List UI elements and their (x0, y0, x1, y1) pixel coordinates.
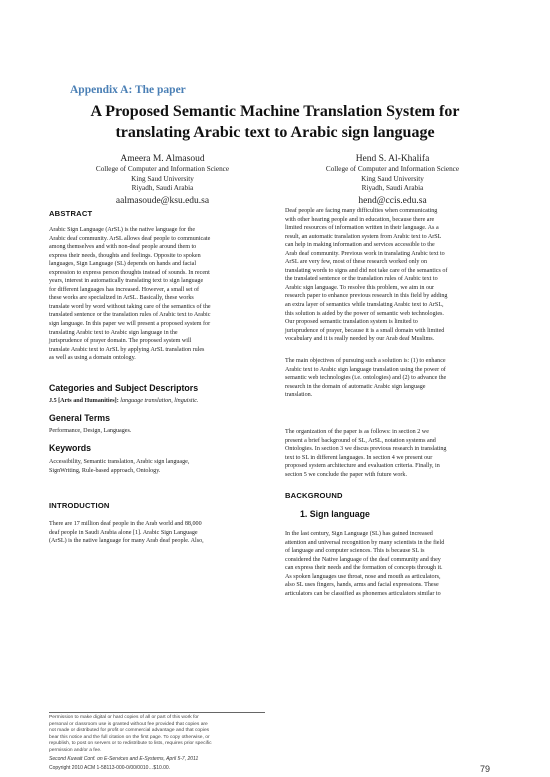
abstract-line: Arabic deaf community. ArSL allows deaf people to communicate (49, 235, 211, 242)
intro-line: There are 17 million deaf people in the Arab world and 88,000 (49, 521, 202, 527)
body-line: translating words to signs and did not take care of the semantics of (285, 267, 448, 274)
author-affiliation: College of Computer and Information Science (325, 165, 460, 173)
paper-title-line-2: translating Arabic text to Arabic sign language (115, 124, 435, 141)
appendix-heading: Appendix A: The paper (70, 84, 186, 96)
abstract-line: these works are specialized in ArSL. Basically, these works (49, 295, 194, 302)
introduction-heading: INTRODUCTION (49, 501, 110, 510)
body-line: attention and universal recognition by many scientists in the field (285, 539, 445, 546)
author-email: hend@ccis.edu.sa (358, 195, 427, 206)
author-city: Riyadh, Saudi Arabia (131, 184, 194, 192)
body-line: Arabic sign language. To resolve this problem, we aim in our (285, 284, 435, 291)
abstract-line: years, interest in automatically translating text to sign language (49, 278, 204, 285)
body-line: the translated sentence or the translation rules of Arabic text to (285, 276, 438, 283)
background-heading: BACKGROUND (285, 491, 343, 500)
permission-line: republish, to post on servers or to redistribute to lists, requires prior specific (49, 741, 212, 747)
general-terms-heading: General Terms (49, 413, 110, 423)
categories-heading: Categories and Subject Descriptors (49, 383, 199, 393)
body-line: research paper to enhance previous research in this field by adding (285, 293, 448, 300)
body-line: Arabic text to Arabic sign language translation using the power of (285, 366, 446, 373)
abstract-line: translate word by word without taking care of the semantics of the (49, 303, 211, 310)
keywords-heading: Keywords (49, 443, 92, 453)
body-line: also SL uses fingers, hands, arms and facial expressions. These (285, 582, 439, 589)
body-line: proposed system architecture and evaluation criteria. Finally, in (285, 463, 440, 470)
abstract-line: translating Arabic text to Arabic sign language in the (49, 329, 178, 336)
body-line: this solution is aided by the power of semantic web technologies. (285, 310, 444, 317)
introduction-body (49, 520, 267, 546)
author-university: King Saud University (131, 174, 194, 183)
permission-line: permission and/or a fee. (49, 747, 102, 753)
intro-continued-p3 (285, 428, 501, 479)
page-number: 79 (480, 764, 491, 774)
permission-line: bear this notice and the full citation on the first page. To copy otherwise, or (49, 734, 210, 740)
body-line: text to SL in different languages. In section 4 we present our (285, 454, 433, 461)
body-line: In the last century, Sign Language (SL) has gained increased (285, 531, 433, 537)
abstract-body (49, 226, 267, 363)
body-line: The organization of the paper is as follows: in section 2 we (285, 429, 429, 435)
categories-label: J.5 [Arts and Humanities]: (49, 398, 119, 404)
author-name: Ameera M. Almasoud (120, 154, 205, 164)
permission-line: Permission to make digital or hard copies of all or part of this work for (49, 715, 199, 720)
author-university: King Saud University (361, 174, 424, 183)
body-line: considered the Native language of the deaf community and they (285, 556, 441, 563)
paper-title-line-1: A Proposed Semantic Machine Translation System for (90, 103, 460, 120)
author-block-1 (55, 153, 270, 207)
abstract-line: as well as using a domain ontology. (49, 355, 136, 362)
abstract-line: translated sentence or the translation rules of Arabic text to Arabic (49, 312, 211, 319)
body-line: research in the domain of automatic Arabic sign language (285, 383, 426, 390)
permission-line: not made or distributed for profit or commercial advantage and that copies (49, 728, 210, 734)
body-line: an extra layer of semantics while translating Arabic text to ArSL, (285, 302, 444, 309)
keywords-body (49, 458, 267, 475)
author-city: Riyadh, Saudi Arabia (361, 184, 424, 192)
intro-continued-p2 (285, 357, 501, 400)
body-line: limited resources of information written in their language. As a (285, 225, 439, 232)
body-line: Arab deaf community. Previous work in translating Arabic text to (285, 250, 445, 257)
intro-continued-p1 (285, 207, 501, 344)
intro-line: deaf people in Saudi Arabia alone [1]. Arabic Sign Language (49, 529, 198, 536)
body-line: Our proposed semantic translation system is limited to (285, 319, 418, 326)
body-line: with other hearing people and in education, because there are (285, 216, 435, 223)
body-line: As spoken languages use throat, nose and mouth as articulators, (285, 573, 441, 580)
author-affiliation: College of Computer and Information Science (95, 165, 230, 173)
abstract-heading: ABSTRACT (49, 209, 93, 218)
body-line: result, an automatic translation system from Arabic text to ArSL (285, 233, 442, 240)
body-line: semantic web technologies (i.e. ontologies) and (2) to advance the (285, 375, 447, 382)
abstract-line: jurisprudence of prayer domain. The proposed system will (49, 338, 192, 345)
footnote-divider (49, 712, 265, 713)
copyright-note: Copyright 2010 ACM 1-58113-000-0/00/0010…$10.00. (49, 765, 171, 771)
conference-note: Second Kuwait Conf. on E-Services and E-Systems, April 5-7, 2011 (49, 756, 199, 762)
body-line: Ontologies. In section 3 we discus previous research in translating (285, 446, 447, 453)
body-line: Deaf people are facing many difficulties when communicating (285, 208, 438, 214)
abstract-line: Arabic Sign Language (ArSL) is the native language for the (49, 227, 196, 233)
body-line: vocabulary and it is really needed by our Arab deaf Muslims. (285, 336, 435, 343)
intro-line: (ArSL) is the native language for many Arab deaf people. Also, (49, 538, 204, 545)
body-line: of language and computer sciences. This is because SL is (285, 548, 425, 555)
body-line: can help in making information and services accessible to the (285, 242, 435, 249)
body-line: can express their needs and the formation of concepts through it. (285, 565, 443, 572)
abstract-line: sign language. In this paper we will present a proposed system for (49, 321, 211, 328)
sign-language-heading: 1. Sign language (300, 509, 370, 519)
abstract-line: express their needs, thoughts and feelings. Opposite to spoken (49, 252, 201, 259)
abstract-line: translate Arabic text to ArSL by applying ArSL translation rules (49, 346, 205, 353)
permission-notice (49, 715, 265, 755)
abstract-line: expression to express person thoughts instead of sounds. In recent (49, 269, 210, 276)
categories-text: language translation, linguistic. (120, 398, 199, 404)
body-line: ArSL are very few, most of these research worked only on (285, 259, 428, 266)
author-email: aalmasoude@ksu.edu.sa (115, 195, 210, 206)
categories-body (49, 397, 267, 406)
abstract-line: languages, Sign Language (SL) depends on hands and facial (49, 261, 197, 268)
author-name: Hend S. Al-Khalifa (355, 154, 430, 164)
background-body (285, 530, 501, 598)
body-line: translation. (285, 392, 313, 399)
author-block-2 (285, 153, 500, 207)
abstract-line: for different languages has increased. However, a small set of (49, 286, 200, 293)
abstract-line: among themselves and with non-deaf people around them to (49, 244, 197, 251)
permission-line: personal or classroom use is granted without fee provided that copies are (49, 721, 208, 727)
body-line: articulators can be classified as phonemes articulators similar to (285, 590, 441, 597)
keywords-line: Accessibility, Semantic translation, Arabic sign language, (49, 459, 190, 465)
body-line: present a brief background of SL, ArSL, notation systems and (285, 437, 436, 444)
general-terms-text: Performance, Design, Languages. (49, 428, 132, 434)
keywords-line: SignWriting, Rule-based approach, Ontology. (49, 467, 161, 474)
body-line: jurisprudence of prayer, because it is a small domain with limited (285, 327, 445, 334)
body-line: The main objectives of pursuing such a solution is: (1) to enhance (285, 358, 446, 364)
body-line: section 5 we conclude the paper with future work. (285, 471, 408, 478)
